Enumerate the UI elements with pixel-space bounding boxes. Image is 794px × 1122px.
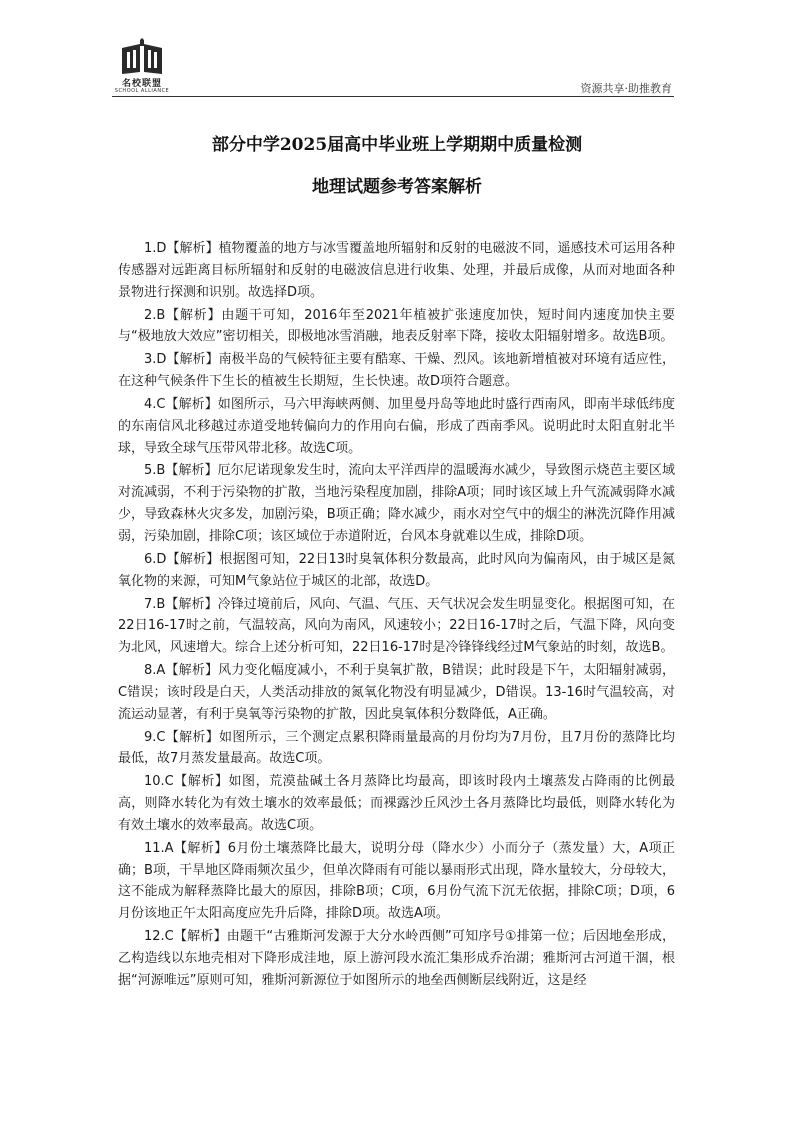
answer-item: 2.B【解析】由题干可知，2016年至2021年植被扩张速度加快，短时间内速度加快主要与“极地放大效应”密切相关，即极地冰雪消融，地表反射率下降，接收太阳辐射增多。故选B项。	[118, 307, 675, 345]
logo-english-name: SCHOOL ALLIANCE	[114, 88, 170, 94]
answer-list	[118, 238, 675, 993]
answer-item: 3.D【解析】南极半岛的气候特征主要有酷寒、干燥、烈风。该地新增植被对环境有适应性，在这种气候条件下生长的植被生长期短，生长快速。故D项符合题意。	[118, 352, 675, 390]
answer-item: 8.A【解析】风力变化幅度减小，不利于臭氧扩散，B错误；此时段是下午，太阳辐射减弱，C错误；该时段是白天，人类活动排放的氮氧化物没有明显减少，D错误。13-16时气温较高，对流运动显著，有利于臭氧等污染物的扩散，因此臭氧体积分数降低，A正确。	[118, 663, 675, 722]
answer-item: 7.B【解析】冷锋过境前后，风向、气温、气压、天气状况会发生明显变化。根据图可知，在22日16-17时之前，气温较高，风向为南风，风速较小；22日16-17时之后，气温下降，风向变为北风，风速增大。综合上述分析可知，22日16-17时是冷锋锋线经过M气象站的时刻，故选B。	[118, 596, 675, 656]
answer-item: 4.C【解析】如图所示，马六甲海峡两侧、加里曼丹岛等地此时盛行西南风，即南半球低纬度的东南信风北移越过赤道受地转偏向力的作用向右偏，形成了西南季风。说明此时太阳直射北半球，导致全球气压带风带北移。故选C项。	[118, 396, 675, 456]
answer-item: 11.A【解析】6月份土壤蒸降比最大，说明分母（降水少）小而分子（蒸发量）大，A项正确；B项，干旱地区降雨频次虽少，但单次降雨有可能以暴雨形式出现，降水量较大，分母较大，这不能成为解释蒸降比最大的原因，排除B项；C项，6月份气流下沉无依据，排除C项；D项，6月份该地正午太阳高度应先升后降，排除D项。故选A项。	[118, 840, 675, 922]
answer-item: 12.C【解析】由题干“古雅斯河发源于大分水岭西侧”可知序号①排第一位；后因地垒形成，乙构造线以东地壳相对下降形成洼地，原上游河段水流汇集形成乔治湖；雅斯河古河道干涸，根据“河源唯远”原则可知，雅斯河新源位于如图所示的地垒西侧断层线附近，这是经	[118, 929, 675, 988]
book-logo-icon	[118, 38, 166, 76]
answer-item: 1.D【解析】植物覆盖的地方与冰雪覆盖地所辐射和反射的电磁波不同，遥感技术可运用各种传感器对远距离目标所辐射和反射的电磁波信息进行收集、处理，并最后成像，从而对地面各种景物进行探测和识别。故选择D项。	[118, 241, 675, 300]
answer-item: 9.C【解析】如图所示，三个测定点累积降雨量最高的月份均为7月份，且7月份的蒸降比均最低，故7月蒸发量最高。故选C项。	[118, 729, 675, 767]
logo-chinese-name: 名校联盟	[121, 79, 162, 89]
answer-item: 5.B【解析】厄尔尼诺现象发生时，流向太平洋西岸的温暖海水减少，导致图示烧芭主要区域对流减弱，不利于污染物的扩散，当地污染程度加剧，排除A项；同时该区域上升气流减弱降水减少，导致森林火灾多发，加剧污染，B项正确；降水减少，雨水对空气中的烟尘的淋洗沉降作用减弱，污染加剧，排除C项；该区域位于赤道附近，台风本身就难以生成，排除D项。	[118, 463, 675, 544]
answer-item: 10.C【解析】如图，荒漠盐碱土各月蒸降比均最高，即该时段内土壤蒸发占降雨的比例最高，则降水转化为有效土壤水的效率最低；而裸露沙丘风沙土各月蒸降比均最低，则降水转化为有效土壤水的效率最高。故选C项。	[118, 774, 675, 833]
header-tagline: 资源共享·助推教育	[580, 82, 672, 95]
document-subtitle: 地理试题参考答案解析	[312, 177, 482, 197]
document-title: 部分中学2025届高中毕业班上学期期中质量检测	[211, 135, 583, 155]
answer-item: 6.D【解析】根据图可知，22日13时臭氧体积分数最高，此时风向为偏南风，由于城区是氮氧化物的来源，可知M气象站位于城区的北部，故选D。	[118, 551, 675, 589]
header-divider	[112, 96, 674, 97]
school-alliance-logo	[112, 38, 172, 94]
